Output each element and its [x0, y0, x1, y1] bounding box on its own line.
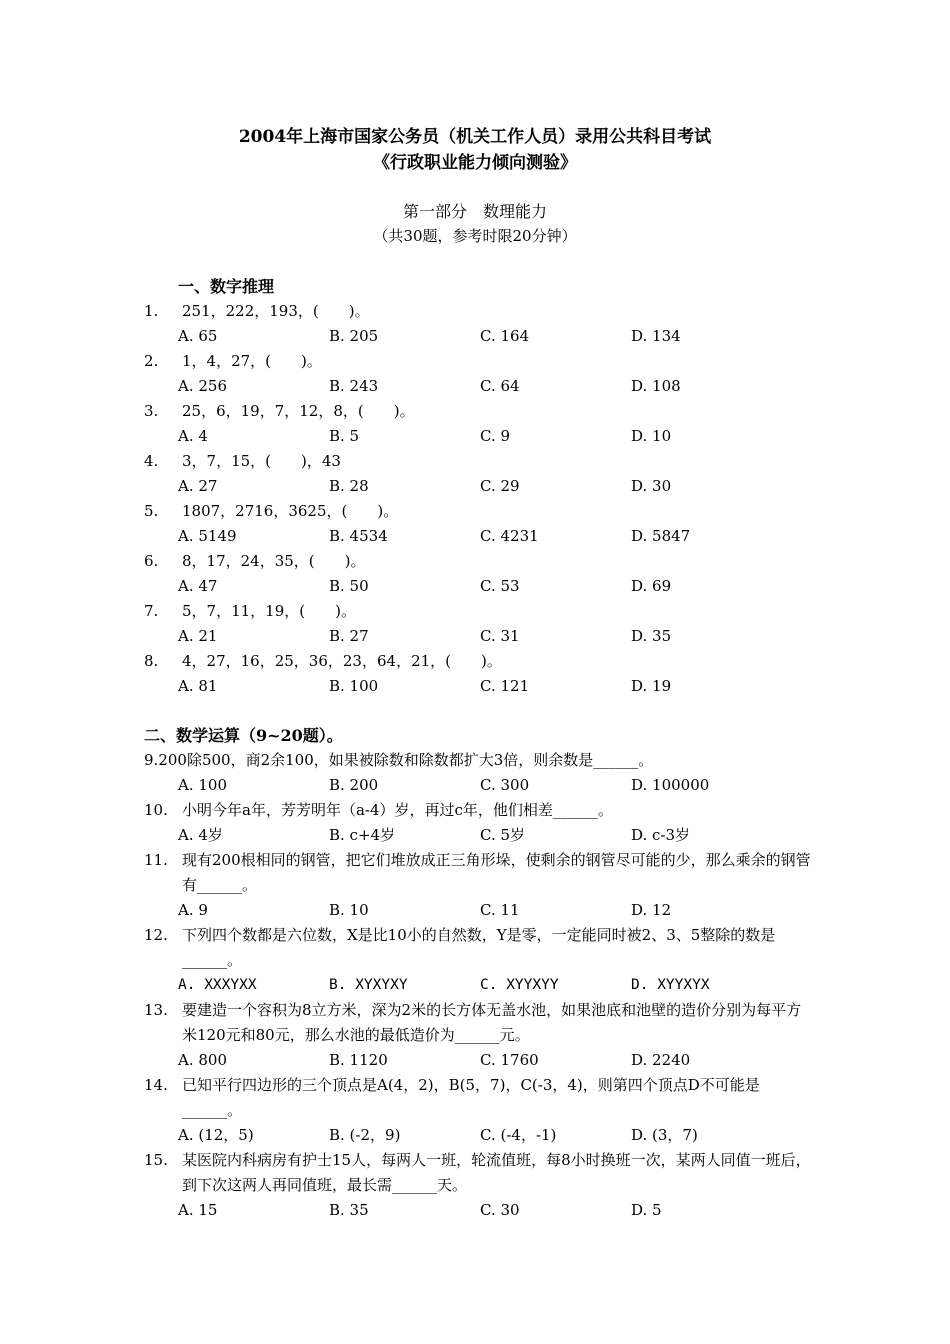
question-15 [144, 1148, 816, 1198]
part-note: （共30题，参考时限20分钟） [373, 227, 577, 245]
option-a: A. 800 [178, 1051, 227, 1069]
question-stem: 8，17，24，35，( )。 [182, 552, 366, 570]
option-d: D. (3，7) [631, 1126, 698, 1144]
option-a: A. 81 [178, 677, 218, 695]
option-d: D. c-3岁 [631, 826, 691, 844]
option-b: B. 5 [329, 427, 360, 445]
option-a: A. 4岁 [178, 826, 223, 844]
question-stem: 1，4，27，( )。 [182, 352, 322, 370]
question-stem: 200除500，商2余100，如果被除数和除数都扩大3倍，则余数是______。 [158, 751, 654, 769]
question-6 [144, 549, 816, 574]
question-number: 3. [144, 402, 159, 420]
question-3 [144, 399, 816, 424]
question-12 [144, 923, 816, 973]
question-number: 5. [144, 502, 159, 520]
question-stem: 25，6，19，7，12，8，( )。 [182, 402, 415, 420]
question-number: 14. [144, 1076, 168, 1094]
option-c: C. 121 [480, 677, 530, 695]
options-row [144, 374, 816, 399]
option-b: B. 50 [329, 577, 369, 595]
option-b: B. 205 [329, 327, 379, 345]
option-a: A. 27 [178, 477, 218, 495]
option-c: C. 64 [480, 377, 520, 395]
options-row [144, 324, 816, 349]
question-5 [144, 499, 816, 524]
option-b: B. 27 [329, 627, 369, 645]
question-stem: 251，222，193，( )。 [182, 302, 370, 320]
options-row [144, 574, 816, 599]
question-stem: 已知平行四边形的三个顶点是A(4，2)，B(5，7)，C(-3，4)，则第四个顶点D不可能是______。 [182, 1076, 760, 1119]
option-a: A. 65 [178, 327, 218, 345]
option-c: C. 4231 [480, 527, 539, 545]
question-number: 8. [144, 652, 159, 670]
option-b: B. XYXYXY [329, 977, 408, 993]
question-number: 2. [144, 352, 159, 370]
question-9 [144, 748, 816, 773]
part-title: 第一部分 数理能力 [402, 202, 547, 221]
option-a: A. 47 [178, 577, 218, 595]
option-d: D. 19 [631, 677, 672, 695]
question-stem: 要建造一个容积为8立方米，深为2米的长方体无盖水池，如果池底和池壁的造价分别为每平方米120元和80元，那么水池的最低造价为______元。 [182, 1001, 802, 1044]
option-a: A. XXXYXX [178, 977, 257, 993]
option-b: B. 35 [329, 1201, 369, 1219]
option-a: A. 5149 [178, 527, 237, 545]
option-a: A. 100 [178, 776, 227, 794]
options-row [144, 1048, 816, 1073]
option-c: C. 11 [480, 901, 520, 919]
option-d: D. 100000 [631, 776, 710, 794]
option-b: B. 100 [329, 677, 379, 695]
question-number: 6. [144, 552, 159, 570]
options-row [144, 898, 816, 923]
option-d: D. 30 [631, 477, 672, 495]
option-a: A. 21 [178, 627, 218, 645]
option-d: D. 108 [631, 377, 681, 395]
option-b: B. 1120 [329, 1051, 388, 1069]
section-title: 二、数学运算（9~20题）。 [144, 726, 343, 745]
question-stem: 某医院内科病房有护士15人，每两人一班，轮流值班，每8小时换班一次，某两人同值一班后，到下次这两人再同值班，最长需______天。 [182, 1151, 811, 1194]
question-number: 4. [144, 452, 159, 470]
option-c: C. 9 [480, 427, 511, 445]
section-title: 一、数字推理 [178, 277, 275, 296]
option-d: D. 5 [631, 1201, 662, 1219]
option-b: B. 4534 [329, 527, 388, 545]
option-a: A. 256 [178, 377, 227, 395]
question-13 [144, 998, 816, 1048]
option-a: A. 4 [178, 427, 208, 445]
option-c: C. 30 [480, 1201, 520, 1219]
option-b: B. 10 [329, 901, 369, 919]
question-stem: 小明今年a年，芳芳明年（a-4）岁，再过c年，他们相差______。 [182, 801, 613, 819]
options-row [144, 474, 816, 499]
option-c: C. (-4，-1) [480, 1126, 557, 1144]
option-c: C. 53 [480, 577, 520, 595]
option-c: C. 1760 [480, 1051, 539, 1069]
option-c: C. 31 [480, 627, 520, 645]
question-number: 10. [144, 801, 168, 819]
exam-title-block [0, 124, 950, 176]
question-14 [144, 1073, 816, 1123]
option-d: D. 134 [631, 327, 681, 345]
option-b: B. (-2，9) [329, 1126, 401, 1144]
question-stem: 3，7，15，( )，43 [182, 452, 341, 470]
options-row [144, 973, 816, 998]
option-b: B. 243 [329, 377, 379, 395]
question-number: 11. [144, 851, 168, 869]
question-number: 1. [144, 302, 159, 320]
option-d: D. 69 [631, 577, 672, 595]
question-11 [144, 848, 816, 898]
option-c: C. 164 [480, 327, 530, 345]
question-content [144, 274, 816, 1223]
options-row [144, 773, 816, 798]
options-row [144, 1198, 816, 1223]
question-number: 9. [144, 751, 159, 769]
option-c: C. 5岁 [480, 826, 526, 844]
option-c: C. 300 [480, 776, 530, 794]
question-stem: 1807，2716，3625，( )。 [182, 502, 399, 520]
options-row [144, 674, 816, 699]
question-stem: 5，7，11，19，( )。 [182, 602, 356, 620]
question-7 [144, 599, 816, 624]
question-4 [144, 449, 816, 474]
option-b: B. 200 [329, 776, 379, 794]
option-d: D. 2240 [631, 1051, 691, 1069]
option-c: C. XYYXYY [480, 977, 559, 993]
option-a: A. (12，5) [178, 1126, 254, 1144]
question-stem: 下列四个数都是六位数，X是比10小的自然数，Y是零，一定能同时被2、3、5整除的数是______。 [182, 926, 776, 969]
options-row [144, 1123, 816, 1148]
question-number: 12. [144, 926, 168, 944]
option-d: D. 10 [631, 427, 672, 445]
exam-title: 2004年上海市国家公务员（机关工作人员）录用公共科目考试 [238, 127, 712, 147]
option-d: D. 12 [631, 901, 672, 919]
options-row [144, 624, 816, 649]
option-d: D. 35 [631, 627, 672, 645]
option-d: D. 5847 [631, 527, 691, 545]
options-row [144, 823, 816, 848]
option-c: C. 29 [480, 477, 520, 495]
options-row [144, 424, 816, 449]
question-number: 7. [144, 602, 159, 620]
question-1 [144, 299, 816, 324]
option-b: B. 28 [329, 477, 369, 495]
question-stem: 4，27，16，25，36，23，64，21，( )。 [182, 652, 502, 670]
question-8 [144, 649, 816, 674]
part-heading [0, 200, 950, 248]
options-row [144, 524, 816, 549]
option-d: D. XYYXYX [631, 977, 710, 993]
option-a: A. 9 [178, 901, 208, 919]
question-number: 13. [144, 1001, 168, 1019]
question-stem: 现有200根相同的钢管，把它们堆放成正三角形垛，使剩余的钢管尽可能的少，那么乘余的钢管有______。 [182, 851, 811, 894]
question-number: 15. [144, 1151, 168, 1169]
question-10 [144, 798, 816, 823]
option-b: B. c+4岁 [329, 826, 396, 844]
option-a: A. 15 [178, 1201, 218, 1219]
question-2 [144, 349, 816, 374]
exam-subtitle: 《行政职业能力倾向测验》 [373, 153, 577, 173]
